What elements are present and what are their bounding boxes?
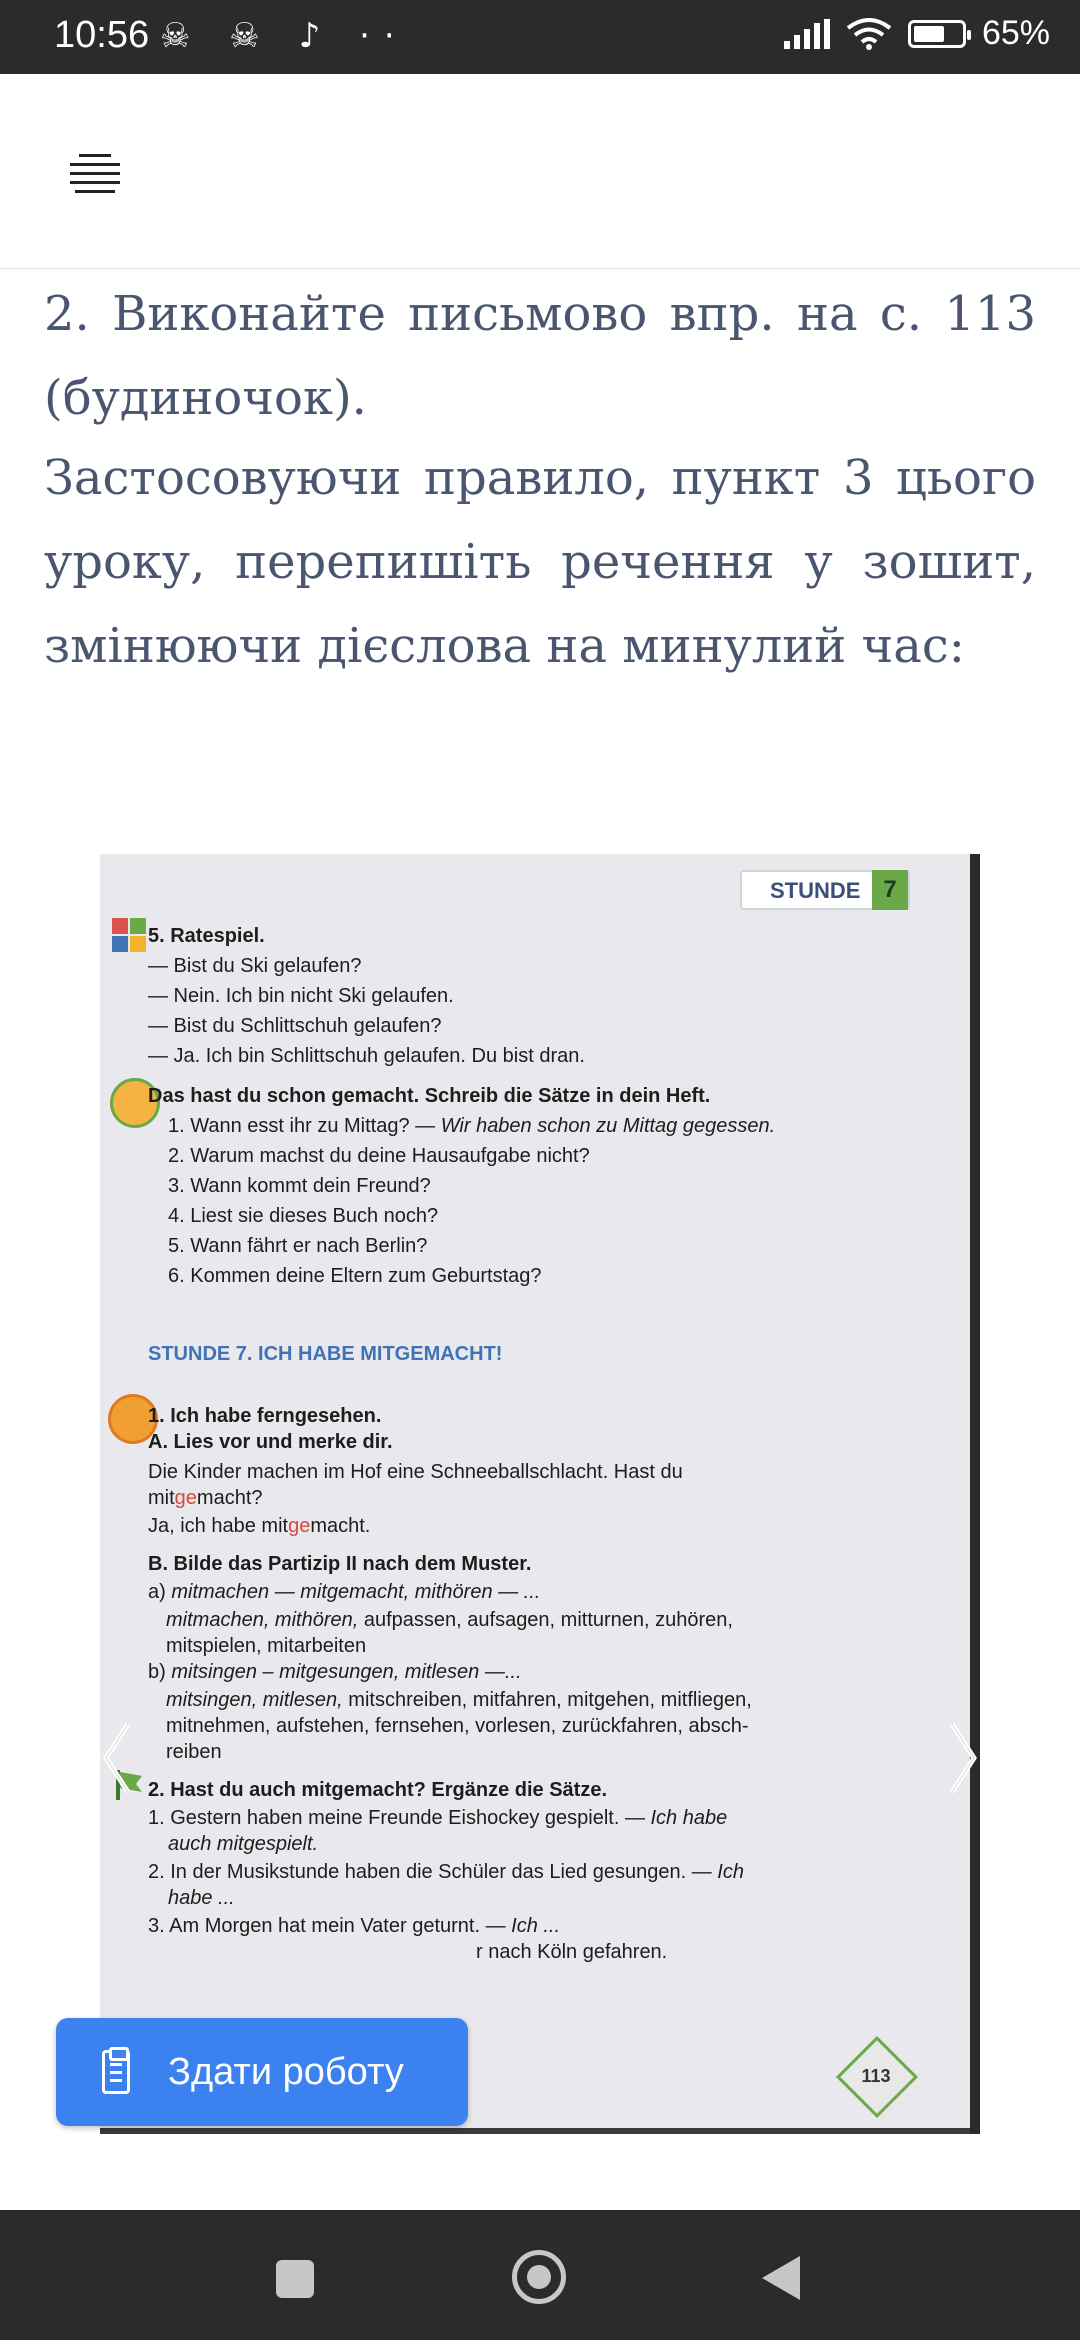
s2-title: 2. Hast du auch mitgemacht? Ergänze die Sätze. [148, 1779, 608, 1801]
menu-icon[interactable] [70, 154, 120, 194]
homework-line: 2. Warum machst du deine Hausaufgabe nicht? [168, 1145, 590, 1167]
s2-line-1-cont: auch mitgespielt. [168, 1833, 319, 1855]
assignment-content [0, 268, 1080, 2200]
s1a-text: Ja, ich habe mitgemacht. [148, 1515, 371, 1537]
ex5-line: — Bist du Ski gelaufen? [148, 955, 362, 977]
status-bar [0, 0, 1080, 74]
homework-line: 4. Liest sie dieses Buch noch? [168, 1205, 439, 1227]
s2-line-2-cont: habe ... [168, 1887, 235, 1909]
s2-line-1: 1. Gestern haben meine Freunde Eishockey gespielt. — Ich habe [148, 1807, 728, 1829]
submit-work-button[interactable] [56, 2018, 468, 2126]
s1b-a-pattern: a) mitmachen — mitgemacht, mithören — ... [148, 1581, 541, 1603]
wifi-icon [846, 18, 892, 50]
notification-icons: ☠ ☠ ♪ ·· [160, 16, 409, 56]
s1b-b-words: mitsingen, mitlesen, mitschreiben, mitfahren, mitgehen, mitfliegen, [166, 1689, 752, 1711]
clipboard-icon [102, 2050, 130, 2094]
instruction-paragraph-1: 2. Виконайте письмово впр. на с. 113 (будиночок). [44, 286, 1036, 426]
recents-icon[interactable] [276, 2260, 314, 2298]
s1b-b-words: mitnehmen, aufstehen, fernsehen, vorlesen, zurückfahren, absch- [166, 1715, 749, 1737]
submit-work-label: Здати роботу [168, 2050, 404, 2093]
system-nav-bar [0, 2210, 1080, 2340]
next-image-arrow-icon[interactable] [942, 1718, 982, 1798]
back-icon[interactable] [762, 2256, 800, 2300]
homework-line: 3. Wann kommt dein Freund? [168, 1175, 431, 1197]
app-bar [0, 74, 1080, 269]
s1a-text: Die Kinder machen im Hof eine Schneeballschlacht. Hast du [148, 1461, 683, 1483]
prev-image-arrow-icon[interactable] [98, 1718, 138, 1798]
s1b-a-words: mitmachen, mithören, aufpassen, aufsagen, mitturnen, zuhören, [166, 1609, 733, 1631]
s2-line-3: 3. Am Morgen hat mein Vater geturnt. — Ich ... [148, 1915, 561, 1937]
stunde-tab-label: STUNDE [770, 878, 861, 903]
s1b-b-pattern: b) mitsingen – mitgesungen, mitlesen —... [148, 1661, 522, 1683]
status-time: 10:56 [54, 14, 150, 56]
ex5-title: 5. Ratespiel. [148, 925, 265, 947]
s1b-a-words: mitspielen, mitarbeiten [166, 1635, 367, 1657]
s1-title: 1. Ich habe ferngesehen. [148, 1405, 382, 1427]
homework-line: 6. Kommen deine Eltern zum Geburtstag? [168, 1265, 542, 1287]
page-number: 113 [861, 2066, 891, 2086]
instruction-paragraph-2: Застосовуючи правило, пункт 3 цього уроку, перепишіть речення у зошит, змінюючи дієслова на минулий час: [44, 450, 1036, 674]
ex5-line: — Bist du Schlittschuh gelaufen? [148, 1015, 442, 1037]
puzzle-icon [108, 914, 152, 958]
homework-line-1: 1. Wann esst ihr zu Mittag? — Wir haben schon zu Mittag gegessen. [168, 1115, 776, 1137]
status-right [784, 14, 1050, 53]
home-icon[interactable] [512, 2250, 566, 2304]
battery-percent: 65% [981, 14, 1050, 52]
homework-line: 5. Wann fährt er nach Berlin? [168, 1235, 428, 1257]
s1b-b-words: reiben [166, 1741, 222, 1763]
s1a-text: mitgemacht? [148, 1487, 263, 1509]
s2-line-2: 2. In der Musikstunde haben die Schüler das Lied gesungen. — Ich [148, 1861, 744, 1883]
stunde-tab-number: 7 [872, 870, 908, 910]
s2-line-4-visible: r nach Köln gefahren. [476, 1941, 668, 1963]
ex5-line: — Ja. Ich bin Schlittschuh gelaufen. Du bist dran. [148, 1045, 585, 1067]
signal-icon [784, 19, 830, 49]
homework-title: Das hast du schon gemacht. Schreib die Sätze in dein Heft. [148, 1085, 711, 1107]
ex5-line: — Nein. Ich bin nicht Ski gelaufen. [148, 985, 454, 1007]
textbook-page-image [100, 854, 980, 2134]
s1a-title: A. Lies vor und merke dir. [148, 1431, 393, 1453]
stunde-tab [740, 870, 910, 910]
section-heading: STUNDE 7. ICH HABE MITGEMACHT! [148, 1343, 503, 1365]
battery-icon [908, 20, 966, 48]
s1b-title: B. Bilde das Partizip II nach dem Muster. [148, 1553, 532, 1575]
